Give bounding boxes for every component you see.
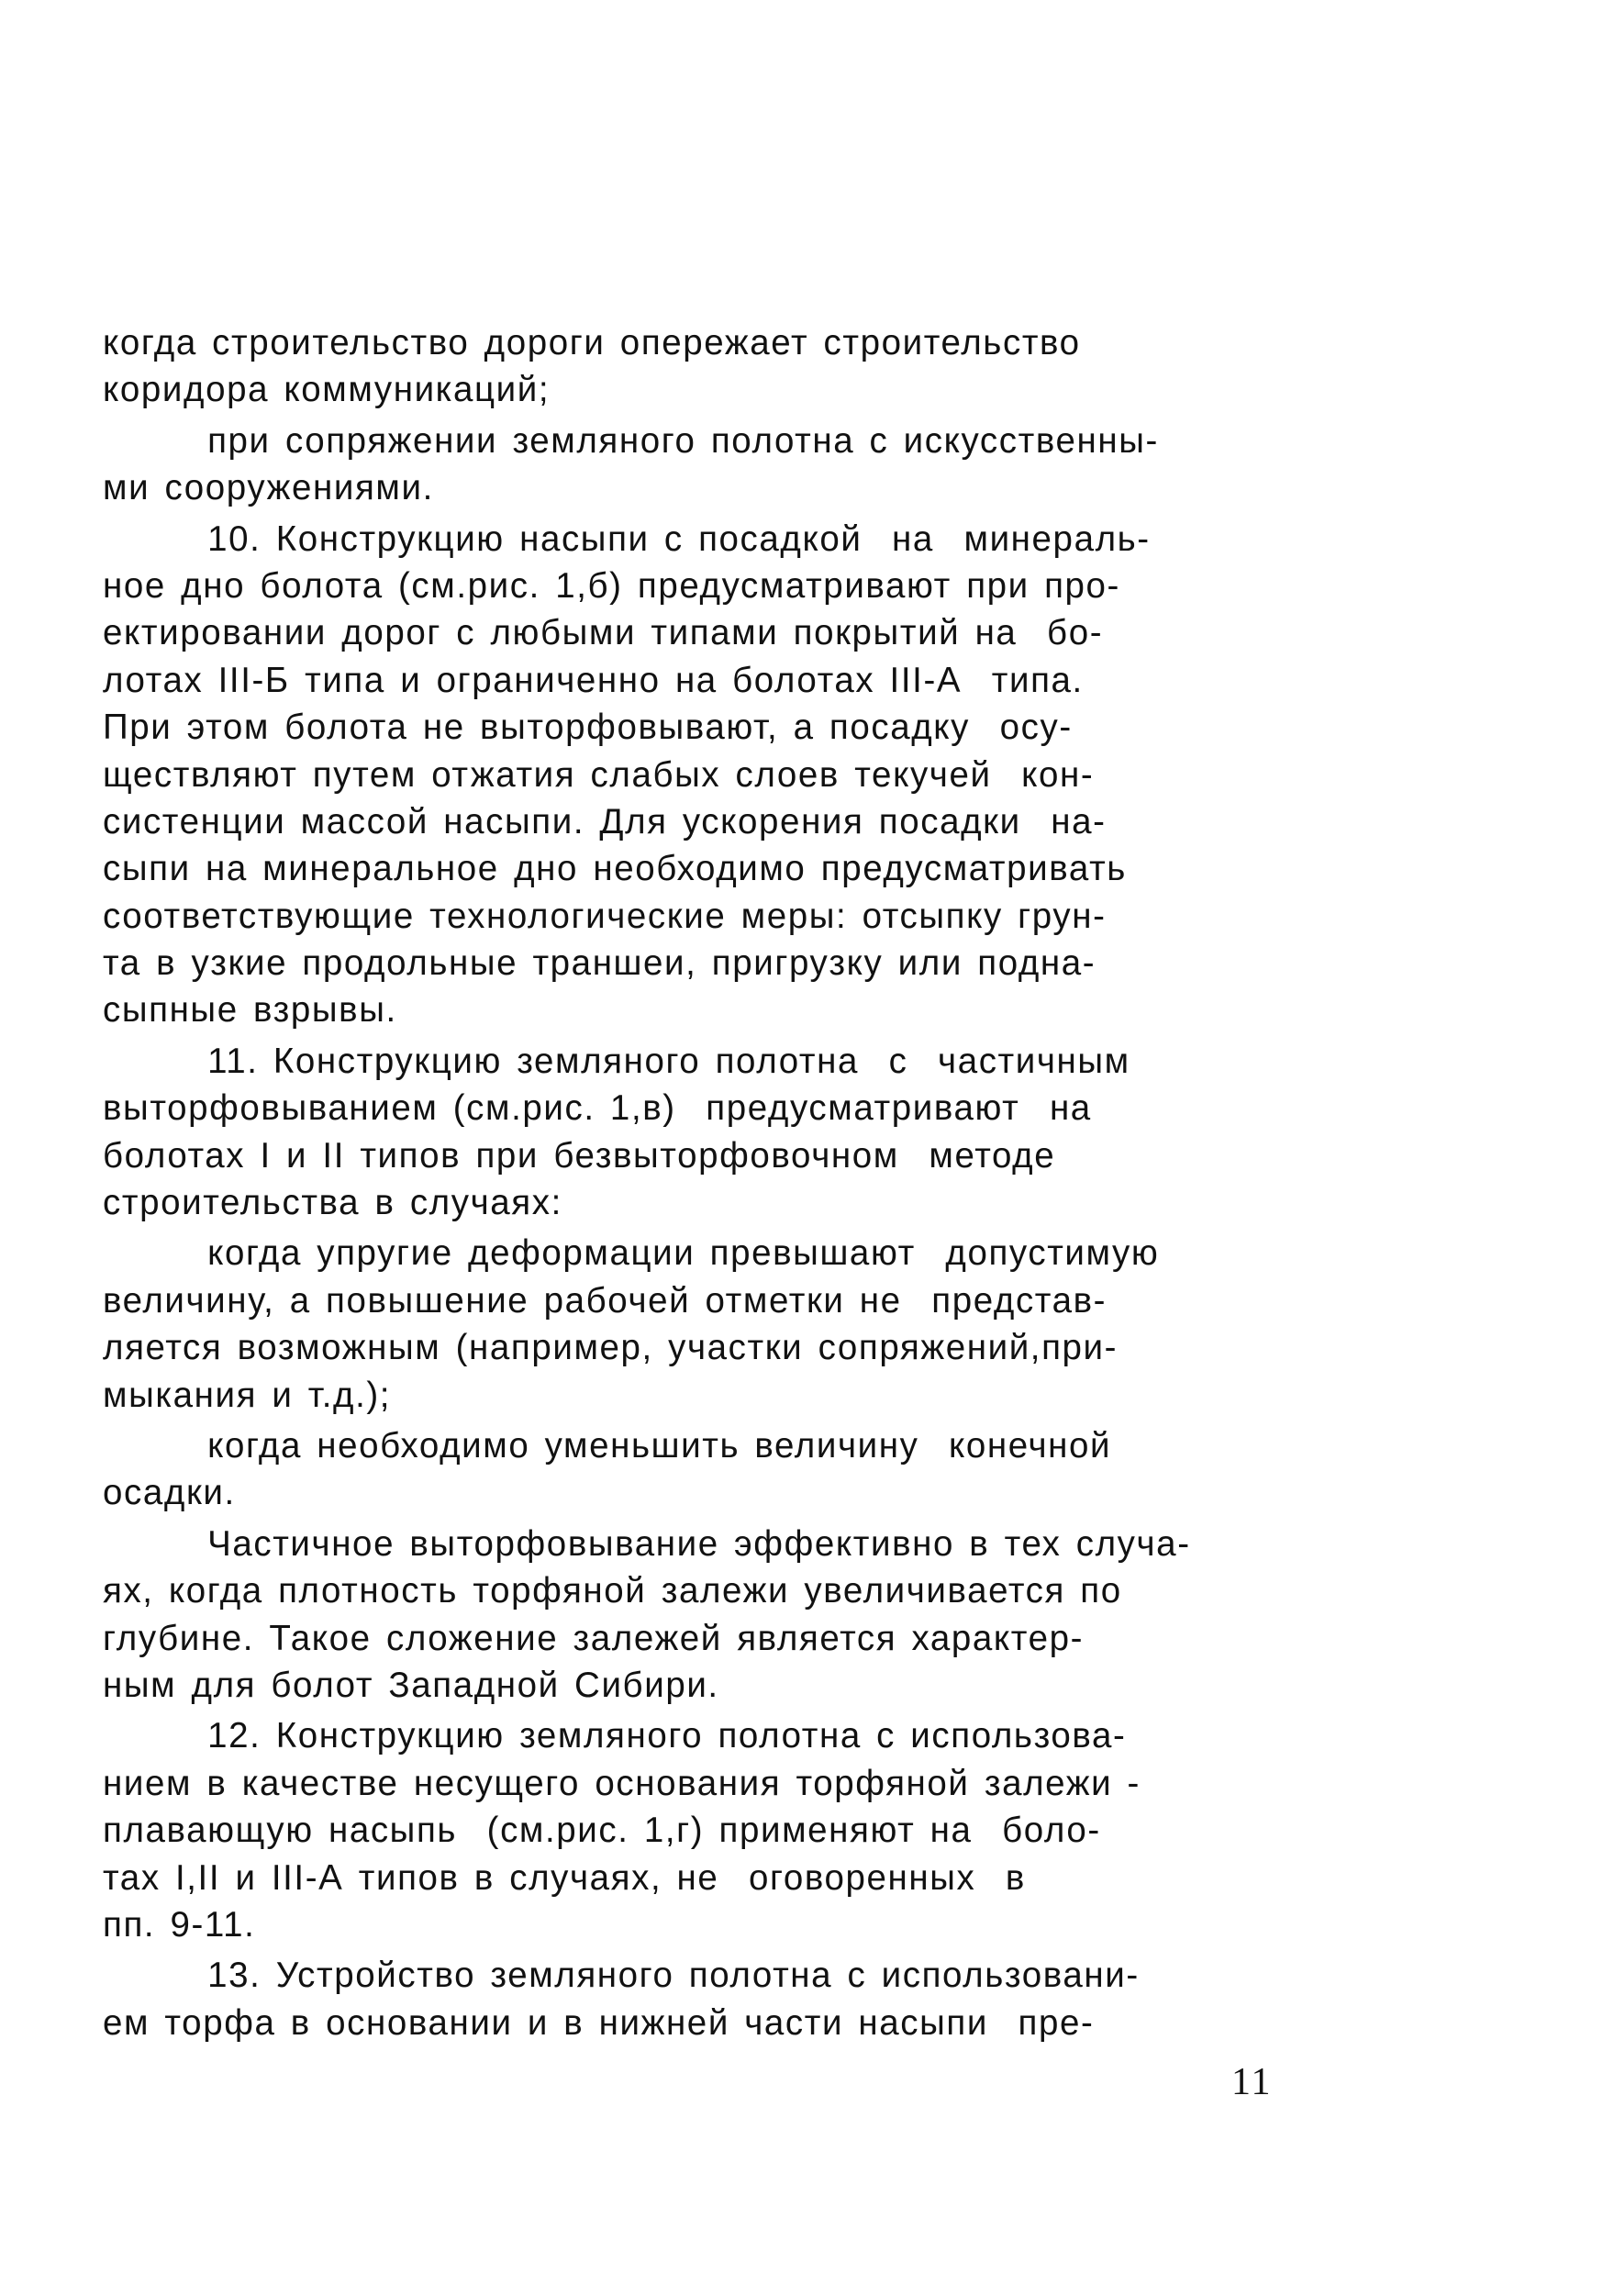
text-line: 10. Конструкцию насыпи с посадкой на минераль-	[103, 518, 1151, 559]
text-line: ное дно болота (см.рис. 1,б) предусматривают при про-	[103, 565, 1120, 606]
text-line: систенции массой насыпи. Для ускорения посадки на-	[103, 801, 1107, 841]
body-text	[103, 319, 1286, 2046]
text-line: величину, а повышение рабочей отметки не представ-	[103, 1280, 1108, 1321]
text-line: болотах I и II типов при безвыторфовочном методе	[103, 1135, 1056, 1176]
text-line: та в узкие продольные траншеи, пригрузку или подна-	[103, 943, 1096, 984]
text-line: когда упругие деформации превышают допустимую	[103, 1233, 1160, 1274]
text-line: 13. Устройство земляного полотна с использовани-	[103, 1956, 1140, 1996]
page-number: 11	[1231, 2061, 1273, 2103]
text-line: осадки.	[103, 1473, 236, 1513]
text-line: 11. Конструкцию земляного полотна с частичным	[103, 1041, 1130, 1081]
text-line: При этом болота не выторфовывают, а посадку осу-	[103, 708, 1073, 748]
text-line: ляется возможным (например, участки сопряжений,при-	[103, 1328, 1119, 1368]
text-line: плавающую насыпь (см.рис. 1,г) применяют на боло-	[103, 1811, 1101, 1851]
text-line: ектировании дорог с любыми типами покрытий на бо-	[103, 613, 1104, 653]
text-line: мыкания и т.д.);	[103, 1375, 392, 1415]
text-line: нием в качестве несущего основания торфяной залежи -	[103, 1763, 1141, 1803]
text-line: ным для болот Западной Сибири.	[103, 1665, 719, 1705]
text-line: коридора коммуникаций;	[103, 370, 551, 410]
text-line: глубине. Такое сложение залежей является характер-	[103, 1618, 1085, 1658]
text-line: когда строительство дороги опережает строительство	[103, 323, 1081, 362]
text-line: 12. Конструкцию земляного полотна с использова-	[103, 1716, 1127, 1756]
text-line: при сопряжении земляного полотна с искусственны-	[103, 420, 1159, 461]
text-line: когда необходимо уменьшить величину конечной	[103, 1425, 1112, 1466]
text-line: сыпные взрывы.	[103, 990, 397, 1031]
text-line: сыпи на минеральное дно необходимо предусматривать	[103, 849, 1127, 889]
text-line: строительства в случаях:	[103, 1183, 562, 1223]
text-line: ях, когда плотность торфяной залежи увеличивается по	[103, 1571, 1122, 1611]
text-line: тах I,II и III-А типов в случаях, не оговоренных в	[103, 1857, 1026, 1898]
text-line: лотах III-Б типа и ограниченно на болотах III-А типа.	[103, 660, 1084, 700]
text-line: пп. 9-11.	[103, 1904, 256, 1945]
text-line: ем торфа в основании и в нижней части насыпи пре-	[103, 2002, 1095, 2043]
text-line: выторфовыванием (см.рис. 1,в) предусматривают на	[103, 1088, 1092, 1129]
text-line: соответствующие технологические меры: отсыпку грун-	[103, 896, 1107, 936]
text-line: Частичное выторфовывание эффективно в тех случа-	[103, 1523, 1191, 1564]
text-line: ми сооружениями.	[103, 468, 434, 508]
text-line: ществляют путем отжатия слабых слоев текучей кон-	[103, 754, 1095, 795]
